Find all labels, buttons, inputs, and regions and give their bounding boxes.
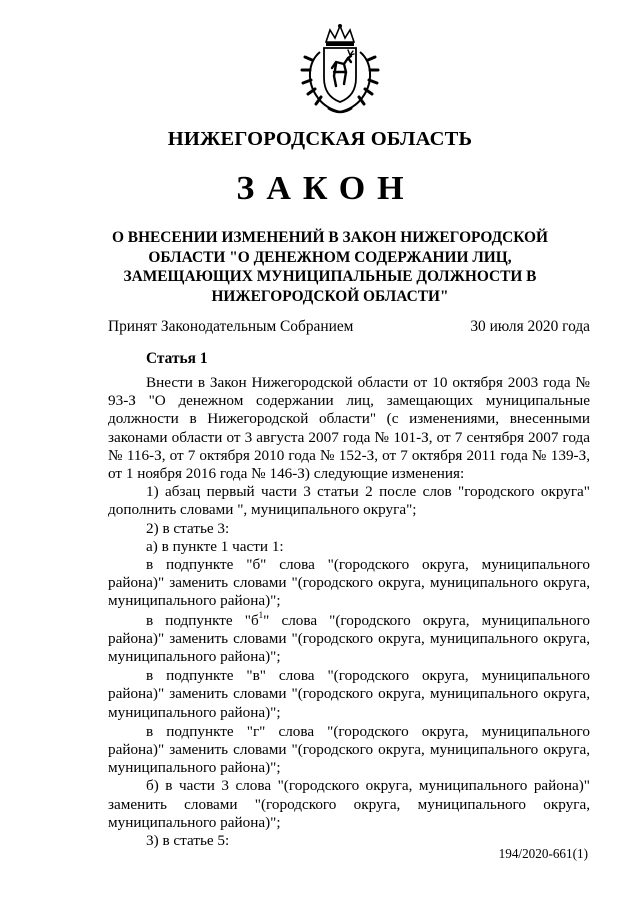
adoption-date: 30 июля 2020 года [470, 318, 590, 335]
paragraph: Внести в Закон Нижегородской области от 10 октября 2003 года № 93-З "О денежном содержании лиц, замещающих муниципальные должности в Нижегородской области" (с изменениями, внесенными законами области от 3 августа 2007 года № 101-З, от 7 сентября 2007 года № 116-З, от 7 октября 2010 года № 152-З, от 7 октября 2011 года № 139-З, от 1 ноября 2016 года № 146-З) следующие изменения: [108, 374, 590, 483]
article-body [108, 374, 590, 850]
paragraph: а) в пункте 1 части 1: [146, 537, 284, 555]
document-code: 194/2020-661(1) [498, 846, 588, 861]
paragraph-part: в подпункте "б [146, 611, 259, 629]
paragraph: 1) абзац первый части 3 статьи 2 после слов "городского округа" дополнить словами ", муниципального округа"; [108, 483, 590, 519]
superscript: 1 [258, 609, 264, 620]
paragraph: в подпункте "б" слова "(городского округа, муниципального района)" заменить словами "(городского округа, муниципального округа, муниципального района)"; [108, 556, 590, 610]
document-type-title: ЗАКОН [236, 170, 416, 207]
paragraph [108, 609, 590, 667]
paragraph: 3) в статье 5: [146, 832, 230, 850]
region-name: НИЖЕГОРОДСКАЯ ОБЛАСТЬ [167, 128, 473, 150]
paragraph: в подпункте "г" слова "(городского округа, муниципального района)" заменить словами "(городского округа, муниципального округа, муниципального района)"; [108, 722, 590, 777]
adopted-by: Принят Законодательным Собранием [108, 318, 354, 335]
paragraph: в подпункте "в" слова "(городского округа, муниципального района)" заменить словами "(городского округа, муниципального округа, муниципального района)"; [108, 667, 590, 721]
coat-of-arms-icon [290, 22, 390, 118]
paragraph: 2) в статье 3: [146, 519, 230, 537]
article-title: Статья 1 [146, 350, 208, 367]
paragraph-part: " слова "(городского округа, муниципального района)" заменить словами "(городского округа, муниципального округа, муниципального района)"; [108, 611, 590, 666]
paragraph: б) в части 3 слова "(городского округа, муниципального района)" заменить словами "(городского округа, муниципального округа, муниципального района)"; [108, 777, 590, 831]
law-subtitle: О ВНЕСЕНИИ ИЗМЕНЕНИЙ В ЗАКОН НИЖЕГОРОДСКОЙ ОБЛАСТИ "О ДЕНЕЖНОМ СОДЕРЖАНИИ ЛИЦ, ЗАМЕЩАЮЩИХ МУНИЦИПАЛЬНЫЕ ДОЛЖНОСТИ В НИЖЕГОРОДСКОЙ ОБЛАСТИ" [111, 229, 548, 305]
